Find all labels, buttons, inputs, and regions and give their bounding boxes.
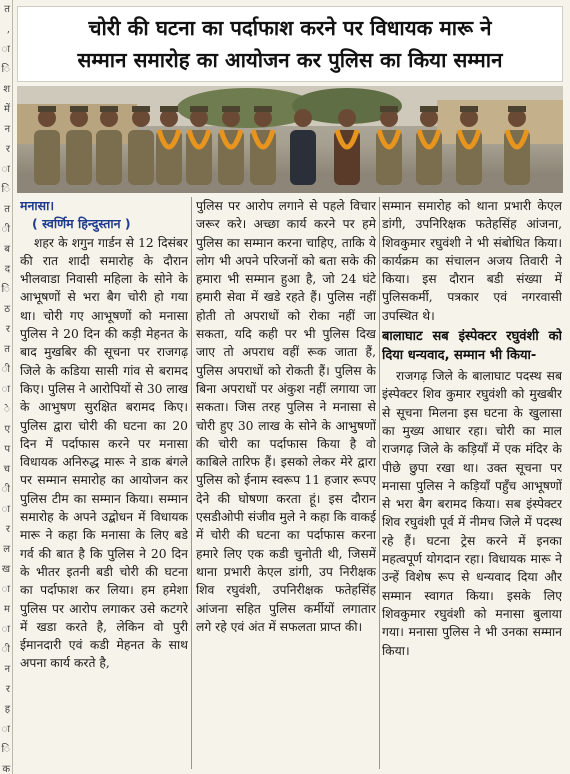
adjacent-article-fragments [0, 0, 10, 774]
article-column-1 [20, 197, 188, 771]
dateline-source: ( स्वर्णिम हिन्दुस्तान ) [32, 216, 131, 232]
edge-fragment: ा [1, 624, 10, 635]
headline-line-2: सम्मान समारोह का आयोजन कर पुलिस का किया सम्मान [77, 48, 503, 72]
edge-fragment: ख [1, 564, 10, 575]
headline-line-1: चोरी की घटना का पर्दाफाश करने पर विधायक मारू ने [88, 16, 492, 40]
edge-fragment: ि [1, 744, 10, 755]
edge-fragment: ल [3, 544, 10, 555]
column-divider [379, 197, 380, 769]
edge-fragment: ा [1, 164, 10, 175]
edge-fragment: ब [4, 244, 10, 255]
edge-fragment: र [5, 524, 10, 535]
edge-fragment: ा [1, 504, 10, 515]
edge-fragment: श [3, 84, 10, 95]
edge-fragment: न [4, 124, 10, 135]
column-divider [191, 197, 192, 769]
edge-fragment: ी [1, 644, 10, 655]
dateline-place: मनासा। [20, 198, 55, 213]
edge-fragment: ा [1, 384, 10, 395]
edge-fragment: ा [1, 724, 10, 735]
group-photo-illustration [17, 86, 563, 193]
edge-fragment: न [4, 664, 10, 675]
edge-fragment: र [5, 324, 10, 335]
edge-fragment: च [3, 464, 10, 475]
edge-fragment: प [4, 444, 10, 455]
edge-fragment: ी [1, 364, 10, 375]
edge-fragment: , [6, 24, 10, 35]
headline-box [17, 6, 563, 82]
article-column-2 [196, 197, 376, 771]
article-subheading: बालाघाट सब इंस्पेक्टर रघुवंशी को दिया धन्यवाद, सम्मान भी किया- [382, 329, 562, 364]
edge-fragment: े [4, 404, 10, 415]
edge-fragment: ि [1, 184, 10, 195]
adjacent-article-edge [0, 0, 13, 774]
article-paragraph: सम्मान समारोह को थाना प्रभारी केएल डांगी, उपनिरिक्षक फतेहसिंह आंजना, शिवकुमार रघुवंशी ने भी संबोधित किया। कार्यक्रम का संचालन अजय तिवारी ने किया। इस दौरान बडी संख्या में पुलिसकर्मी, पत्रकार एवं नगरवासी उपस्थित थे। [382, 199, 562, 323]
edge-fragment: ि [1, 64, 10, 75]
edge-fragment: ए [4, 424, 10, 435]
edge-fragment: ि [1, 284, 10, 295]
edge-fragment: द [4, 264, 10, 275]
edge-fragment: त [4, 204, 10, 215]
group-photo [17, 86, 563, 193]
edge-fragment: र [5, 144, 10, 155]
article-paragraph: शहर के शगुन गार्डन से 12 दिसंबर की रात शादी समारोह के दौरान भीलवाडा निवासी महिला के सोने के आभूषणों से भरा बैग चोरी हो गया था। चोरी गए आभूषणों को मनासा पुलिस ने 20 दिन की कड़ी मेहनत के बाद मुखबिर की सूचना पर राजगढ़ जिले के कडिया सासी गांव से बरामद किए। पुलिस ने आरोपियों से 30 लाख के आभुषण सुरक्षित बरामद किए। पुलिस द्वारा चोरी की घटना का 20 दिन में पर्दाफास करने पर मनासा विधायक अनिरुद्ध मारू ने डाक बंगले पर सम्मान समारोह का आयोजन कर पुलिस टीम का सम्मान किया। सम्मान समारोह के अपने उद्बोधन में विधायक मारू ने कहा कि मनासा के लिए बडे गर्व की बात है कि पुलिस ने 20 दिन के भीतर इतनी बडी चोरी की घटना का पर्दाफाश कर लिया। हम हमेशा पुलिस पर आरोप लगाकर उसे कटगरे में खडा करते है, लेकिन वो पुरी ईमानदारी एवं कडी मेहनत के साथ अपना कार्य करते है, [20, 235, 188, 671]
article-paragraph: पुलिस पर आरोप लगाने से पहले विचार जरूर करे। अच्छा कार्य करने पर हमे पुलिस का सम्मान करना चाहिए, ताकि ये लोग भी अपने परिजनों को बता सके की हमारा भी सम्मान हुआ है, जो 24 घंटे हमारी सेवा में खडे रहते हैं। पुलिस नहीं होती तो अपराधों को रोका नहीं जा सकता, यदि कही पर भी पुलिस दिख जाए तो अपराध वहीं रूक जाता हैं, पुलिस अपराधों को रोकती हैं। पुलिस के बिना अपराधों पर अंकुश नहीं लगाया जा सकता। जिस तरह पुलिस ने मनासा से चोरी हुए 30 लाख के सोने के आभुषणों की चोरी का पर्दाफास किया है वो काबिले तारिफ हैं। इसको लेकर मेरे द्वारा पुलिस को ईनाम स्वरूप 11 हजार रूपए देने की घोषणा करता हूं। इस दौरान एसडीओपी संजीव मुले ने कहा कि वाकई में चोरी की घटना का पर्दाफास करना हमारे लिए एक कडी चुनोती थी, जिसमें थाना प्रभारी केएल डांगी, उप निरीक्षक शिव रघुवंशी, उपनिरीक्षक फतेहसिंह आंजना सहित पुलिस कर्मीयों लगातार लगे रहे एवं अंत में सफलता प्राप्त की। [196, 199, 376, 634]
edge-fragment: में [4, 104, 10, 115]
edge-fragment: ह [4, 704, 10, 715]
edge-fragment: क [2, 764, 10, 774]
edge-fragment: ी [1, 484, 10, 495]
edge-fragment: ा [1, 584, 10, 595]
article-paragraph: राजगढ़ जिले के बालाघाट पदस्थ सब इंस्पेक्टर शिव कुमार रघुवंशी को मुखबीर से सूचना मिलना इस घटना के खुलासा का मुख्य आधार रहा। चोरी का माल राजगढ़ जिले के कड़ियाँ में एक मंदिर के पीछे छुपा रखा था। उक्त सूचना पर मनासा पुलिस ने कड़ियाँ पहुँच आभूषणों से भरा बैग बरामद किया। सब इंस्पेक्टर शिव रघुवंशी पूर्व में नीमच जिले में पदस्थ रहे हैं। घटना ट्रेस करने में इनका महत्वपूर्ण योगदान रहा। विधायक मारू ने उन्हें विशेष रूप से धन्यवाद दिया और सम्मान स्वागत किया। इसके लिए शिवकुमार रघुवंशी को मनासा बुलाया गया। मनासा पुलिस ने भी उनका सम्मान किया। [382, 369, 562, 658]
article-column-3 [382, 197, 562, 771]
building-right [437, 100, 563, 144]
edge-fragment: ा [1, 44, 10, 55]
edge-fragment: म [4, 604, 10, 615]
edge-fragment: र [5, 684, 10, 695]
edge-fragment: ी [1, 224, 10, 235]
edge-fragment: त [4, 4, 10, 15]
edge-fragment: त [4, 344, 10, 355]
edge-fragment: ठ [4, 304, 10, 315]
